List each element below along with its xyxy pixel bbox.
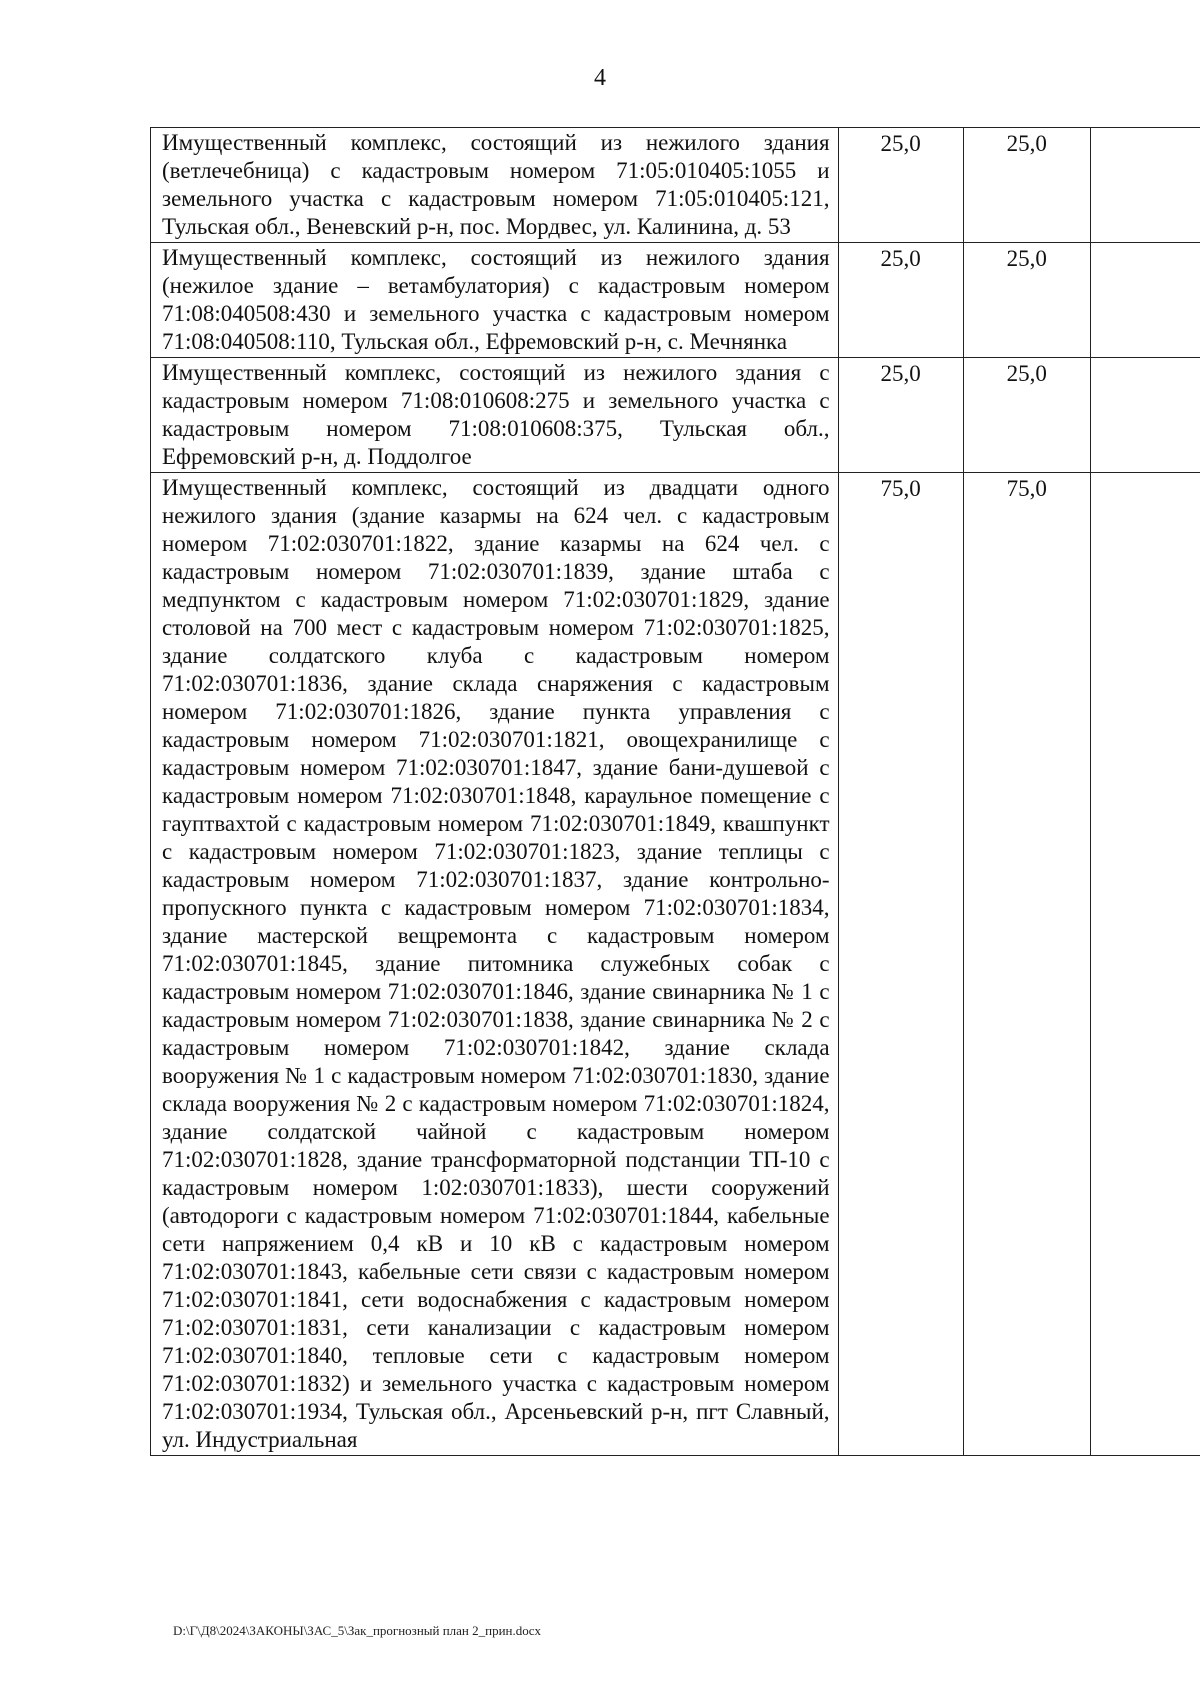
value-cell [838, 243, 963, 358]
value-2: 25,0 [1006, 361, 1047, 386]
value-cell [963, 358, 1090, 473]
table-row [151, 243, 1200, 358]
property-description: Имущественный комплекс, состоящий из нежилого здания (ветлечебница) с кадастровым номером 71:05:010405:1055 и земельного участка с кадастровым номером 71:05:010405:121, Тульская обл., Веневский р-н, пос. Мордвес, ул. Калинина, д. 53 [162, 130, 830, 239]
value-1: 25,0 [880, 131, 921, 156]
empty-cell [1090, 128, 1200, 243]
value-3 [1091, 128, 1200, 130]
value-cell [838, 473, 963, 1456]
value-2: 25,0 [1006, 246, 1047, 271]
description-cell [151, 473, 839, 1456]
value-3 [1091, 243, 1200, 245]
value-cell [838, 358, 963, 473]
document-file-path: D:\Г\Д8\2024\ЗАКОНЫ\ЗАС_5\Зак_прогнозный план 2_прин.docx [173, 1623, 542, 1638]
property-description: Имущественный комплекс, состоящий из нежилого здания с кадастровым номером 71:08:010608:275 и земельного участка с кадастровым номером 71:08:010608:375, Тульская обл., Ефремовский р-н, д. Поддолгое [162, 360, 830, 469]
value-cell [838, 128, 963, 243]
empty-cell [1090, 358, 1200, 473]
property-description: Имущественный комплекс, состоящий из двадцати одного нежилого здания (здание казармы на 624 чел. с кадастровым номером 71:02:030701:1822, здание казармы на 624 чел. с кадастровым номером 71:02:030701:1839, здание штаба с медпунктом с кадастровым номером 71:02:030701:1829, здание столовой на 700 мест с кадастровым номером 71:02:030701:1825, здание солдатского клуба с кадастровым номером 71:02:030701:1836, здание склада снаряжения с кадастровым номером 71:02:030701:1826, здание пункта управления с кадастровым номером 71:02:030701:1821, овощехранилище с кадастровым номером 71:02:030701:1847, здание бани-душевой с кадастровым номером 71:02:030701:1848, караульное помещение с гауптвахтой с кадастровым номером 71:02:030701:1849, квашпункт с кадастровым номером 71:02:030701:1823, здание теплицы с кадастровым номером 71:02:030701:1837, здание контрольно-пропускного пункта с кадастровым номером 71:02:030701:1834, здание мастерской вещремонта с кадастровым номером 71:02:030701:1845, здание питомника служебных собак с кадастровым номером 71:02:030701:1846, здание свинарника № 1 с кадастровым номером 71:02:030701:1838, здание свинарника № 2 с кадастровым номером 71:02:030701:1842, здание склада вооружения № 1 с кадастровым номером 71:02:030701:1830, здание склада вооружения № 2 с кадастровым номером 71:02:030701:1824, здание солдатской чайной с кадастровым номером 71:02:030701:1828, здание трансформаторной подстанции ТП-10 с кадастровым номером 1:02:030701:1833), шести сооружений (автодороги с кадастровым номером 71:02:030701:1844, кабельные сети напряжением 0,4 кВ и 10 кВ с кадастровым номером 71:02:030701:1843, кабельные сети связи с кадастровым номером 71:02:030701:1841, сети водоснабжения с кадастровым номером 71:02:030701:1831, сети канализации с кадастровым номером 71:02:030701:1840, тепловые сети с кадастровым номером 71:02:030701:1832) и земельного участка с кадастровым номером 71:02:030701:1934, Тульская обл., Арсеньевский р-н, пгт Славный, ул. Индустриальная [162, 475, 830, 1452]
value-2: 75,0 [1006, 476, 1047, 501]
value-cell [963, 243, 1090, 358]
table-row [151, 473, 1200, 1456]
value-2: 25,0 [1006, 131, 1047, 156]
empty-cell [1090, 243, 1200, 358]
value-3 [1091, 473, 1200, 475]
property-table [150, 127, 1200, 1456]
value-1: 25,0 [880, 246, 921, 271]
page-number: 4 [594, 65, 606, 91]
description-cell [151, 243, 839, 358]
value-cell [963, 128, 1090, 243]
empty-cell [1090, 473, 1200, 1456]
value-1: 25,0 [880, 361, 921, 386]
description-cell [151, 358, 839, 473]
table-row [151, 358, 1200, 473]
property-description: Имущественный комплекс, состоящий из нежилого здания (нежилое здание – ветамбулатория) с кадастровым номером 71:08:040508:430 и земельного участка с кадастровым номером 71:08:040508:110, Тульская обл., Ефремовский р-н, с. Мечнянка [162, 245, 830, 354]
description-cell [151, 128, 839, 243]
value-3 [1091, 358, 1200, 360]
value-1: 75,0 [880, 476, 921, 501]
table-row [151, 128, 1200, 243]
value-cell [963, 473, 1090, 1456]
